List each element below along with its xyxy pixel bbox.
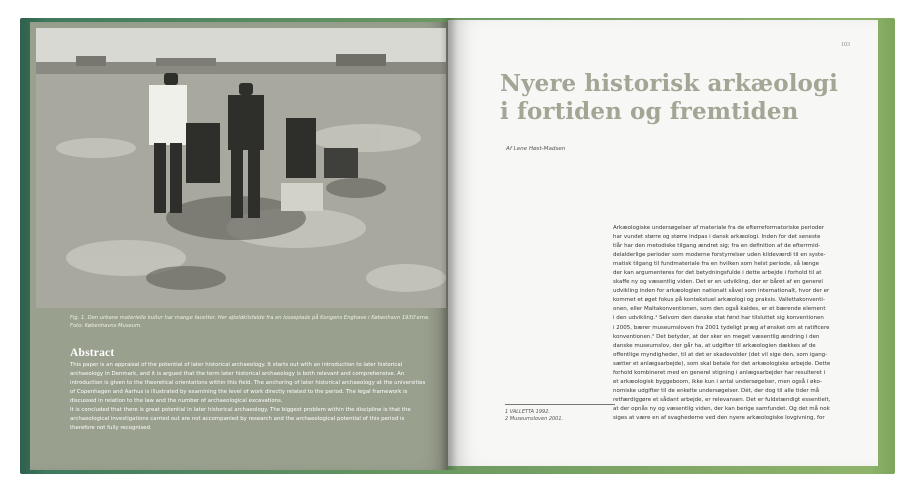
body-line: at der opnås ny og væsentlig viden, der kan berige samfundet. Og det må nok	[613, 405, 830, 412]
body-line: har vundet større og større indpas i dansk arkæologi. Inden for det seneste	[613, 234, 821, 241]
title-line: i fortiden og fremtiden	[500, 98, 799, 125]
title-line: Nyere historisk arkæologi	[500, 70, 839, 97]
body-line: siges at være en af svaghederne ved den nyere arkæologiske lovgivning, for	[613, 414, 825, 421]
body-line: skaffe ny og væsentlig viden. Det er en udvikling, der er båret af en generel	[613, 279, 823, 286]
body-line: forhold kombineret med en generel stigning i anlægsarbejder har resulteret i	[613, 369, 826, 376]
abstract-paragraph: This paper is an appraisal of the potential of later historical archaeology. It starts out with an introduction to later historical archaeology in Denmark, and it is argued that the term later historical archaeology is both relevant and comprehensive. An introduction is given to the theoretical orientations within this field. The anchoring of later historical archaeology at the universities of Copenhagen and Aarhus is illustrated by examining the level of work directly related to the period. The legal framework is discussed in relation to the law and the number of archaeological excavations.	[70, 362, 426, 404]
body-line: sætter et anlægsarbejde), som skal betale for det arkæologiske arbejde. Dette	[613, 360, 831, 367]
body-line: nomiske udgifter til de enkelte undersøgelser. Dét, der dog til alle tider må	[613, 387, 820, 394]
right-page	[448, 20, 878, 466]
photo-caption: Fig. 1. Den urbane materielle kultur har mange facetter. Her ajtoldkilsfalde fra en losseplads på Kongens Enghave i København 1930'erne. Foto: Københavns Museum.	[70, 315, 430, 329]
body-line: der kan argumenteres for det betydningsfulde i dette arbejde i forhold til at	[613, 270, 822, 277]
page-number: 103	[841, 42, 850, 48]
left-page	[30, 22, 448, 470]
body-line: udvikling inden for arkæologien nationalt såvel som internationalt, hvor der er	[613, 288, 830, 295]
body-line: retfærdiggøre et sådant arbejde, er relevansen. Det er fuldstændigt essentielt,	[613, 396, 831, 403]
body-line: konventionen.² Det betyder, at der sker en meget væsentlig ændring i den	[613, 333, 820, 340]
body-line: i 2005, bærer museumsloven fra 2001 tydeligt præg af ønsket om at ratificere	[613, 324, 830, 331]
body-line: i den udvikling.¹ Selvom den danske stat først har tilsluttet sig konventionen	[613, 315, 824, 322]
book-spine	[440, 18, 458, 470]
body-line: delalderlige perioder som moderne forstyrrelser uden kildeværdi til en syste-	[613, 252, 826, 259]
author-byline: Af Lene Høst-Madsen	[506, 146, 566, 152]
photo-illustration	[36, 28, 446, 308]
article-title	[500, 70, 860, 126]
body-line: danske museumslov, der går ha, at udgifter til arkæologien dækkes af de	[613, 342, 816, 349]
body-line: onen, eller Maltakonventionen, som den også kaldes, er et bærende element	[613, 306, 826, 313]
body-line: tiår har den metodiske tilgang ændret sig; fra en definition af de efterrmid-	[613, 243, 821, 250]
body-line: kommet et øget fokus på kontekstuel arkæologi og praksis. Vallettakonventi-	[613, 297, 825, 304]
body-line: Arkæologiske undersøgelser af materiale fra de efterreformatoriske perioder	[613, 225, 825, 231]
footnotes	[505, 404, 615, 423]
body-line: offentlige myndigheder, til at det er skadevolder (det vil sige den, som igang-	[613, 351, 828, 358]
abstract-text	[70, 361, 430, 433]
body-line: matisk tilgang til fundmateriale fra en hvilken som helst periode, så længe	[613, 261, 819, 268]
abstract-heading: Abstract	[70, 347, 115, 359]
body-line: et arkæologisk byggeboom, ikke kun i antal undersøgelser, men også i øko-	[613, 378, 822, 385]
body-text	[613, 224, 853, 423]
footnote: 2 Museumsloven 2001.	[505, 416, 564, 422]
archival-photo	[36, 28, 446, 308]
footnote: 1 VALLETTA 1992.	[505, 409, 550, 415]
abstract-paragraph: It is concluded that there is great potential in later historical archaeology. The biggest problem within the discipline is that the archaeological investigations carried out are not accompanied by research and the archaeological potential of this period is therefore not fully recognised.	[70, 407, 411, 431]
